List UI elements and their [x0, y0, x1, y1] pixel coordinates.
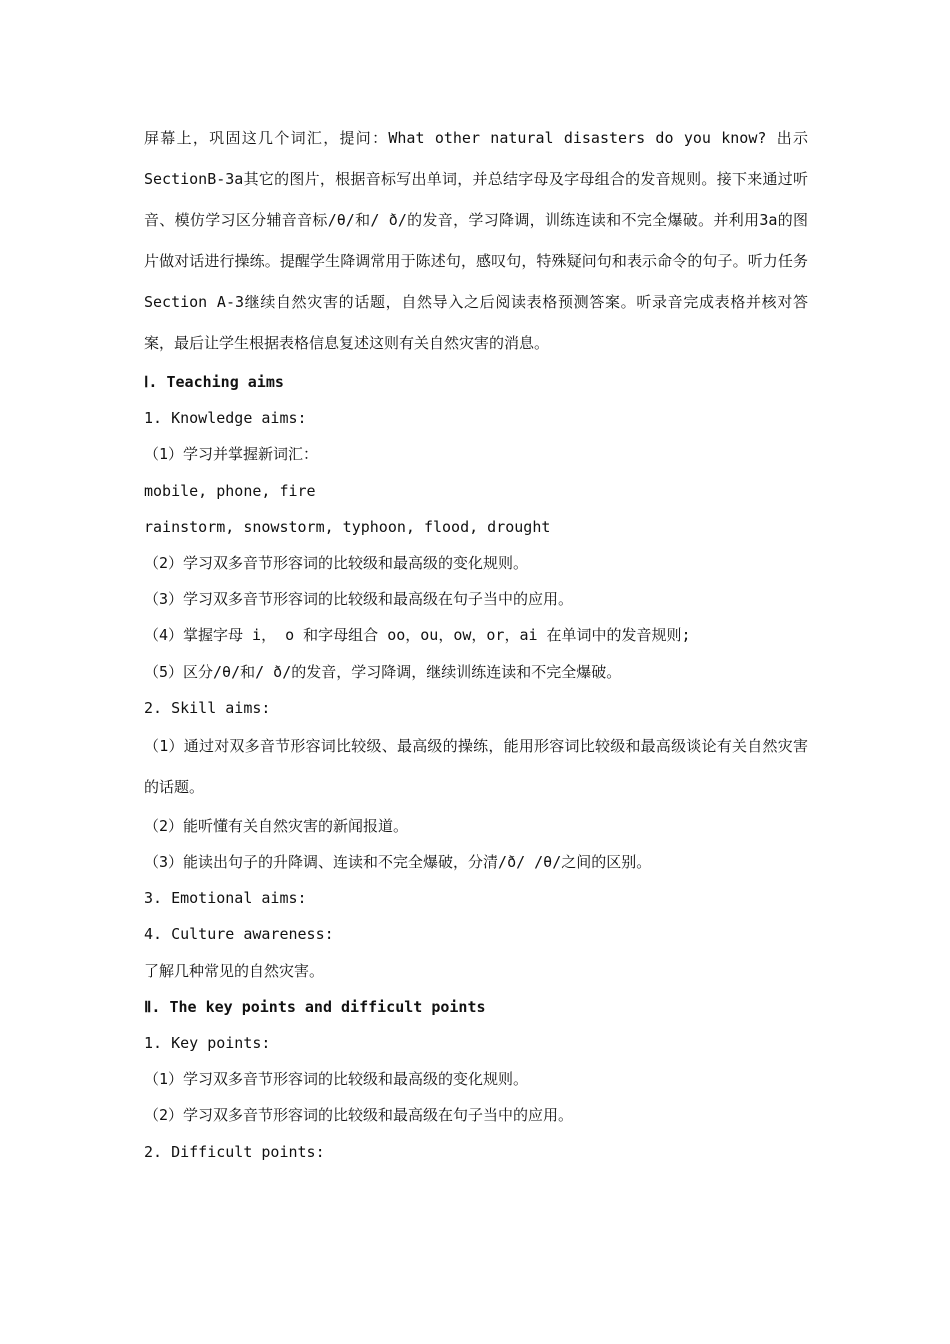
intro-paragraph: 屏幕上，巩固这几个词汇，提问：What other natural disasters do you know? 出示SectionB-3a其它的图片，根据音标写出单词，并总结字母及字母组合的发音规则。接下来通过听音、模仿学习区分辅音音标/θ/和/ ð/的发音，学习降调，训练连读和不完全爆破。并利用3a的图片做对话进行操练。提醒学生降调常用于陈述句，感叹句，特殊疑问句和表示命令的句子。听力任务Section A-3继续自然灾害的话题，自然导入之后阅读表格预测答案。听录音完成表格并核对答案，最后让学生根据表格信息复述这则有关自然灾害的消息。	[144, 129, 808, 352]
knowledge-item: （1）学习并掌握新词汇：	[144, 445, 319, 464]
skill-item: （1）通过对双多音节形容词比较级、最高级的操练，能用形容词比较级和最高级谈论有关自然灾害的话题。	[144, 736, 808, 796]
section-heading-key-points: Ⅱ. The key points and difficult points	[144, 997, 486, 1016]
knowledge-item: （4）掌握字母 i， o 和字母组合 oo，ou，ow，or，ai 在单词中的发音规则;	[144, 626, 691, 645]
key-points-item: （2）学习双多音节形容词的比较级和最高级在句子当中的应用。	[144, 1106, 574, 1125]
culture-awareness-title: 4. Culture awareness:	[144, 925, 334, 944]
key-points-title: 1. Key points:	[144, 1034, 271, 1052]
culture-item: 了解几种常见的自然灾害。	[144, 961, 325, 980]
difficult-points-title: 2. Difficult points:	[144, 1142, 325, 1161]
section-heading-teaching-aims: Ⅰ. Teaching aims	[144, 373, 284, 391]
key-points-item: （1）学习双多音节形容词的比较级和最高级的变化规则。	[144, 1070, 529, 1089]
knowledge-aims-title: 1. Knowledge aims:	[144, 409, 307, 428]
skill-item: （3）能读出句子的升降调、连读和不完全爆破，分清/ð/ /θ/之间的区别。	[144, 853, 652, 872]
knowledge-item: （3）学习双多音节形容词的比较级和最高级在句子当中的应用。	[144, 590, 574, 609]
knowledge-item: （5）区分/θ/和/ ð/的发音，学习降调，继续训练连读和不完全爆破。	[144, 662, 622, 681]
vocabulary-line: mobile, phone, fire	[144, 481, 316, 500]
vocabulary-line: rainstorm, snowstorm, typhoon, flood, drought	[144, 517, 551, 536]
document-body	[144, 118, 808, 1170]
emotional-aims-title: 3. Emotional aims:	[144, 889, 307, 908]
knowledge-item: （2）学习双多音节形容词的比较级和最高级的变化规则。	[144, 553, 529, 572]
skill-item: （2）能听懂有关自然灾害的新闻报道。	[144, 816, 409, 835]
skill-aims-title: 2. Skill aims:	[144, 698, 271, 717]
